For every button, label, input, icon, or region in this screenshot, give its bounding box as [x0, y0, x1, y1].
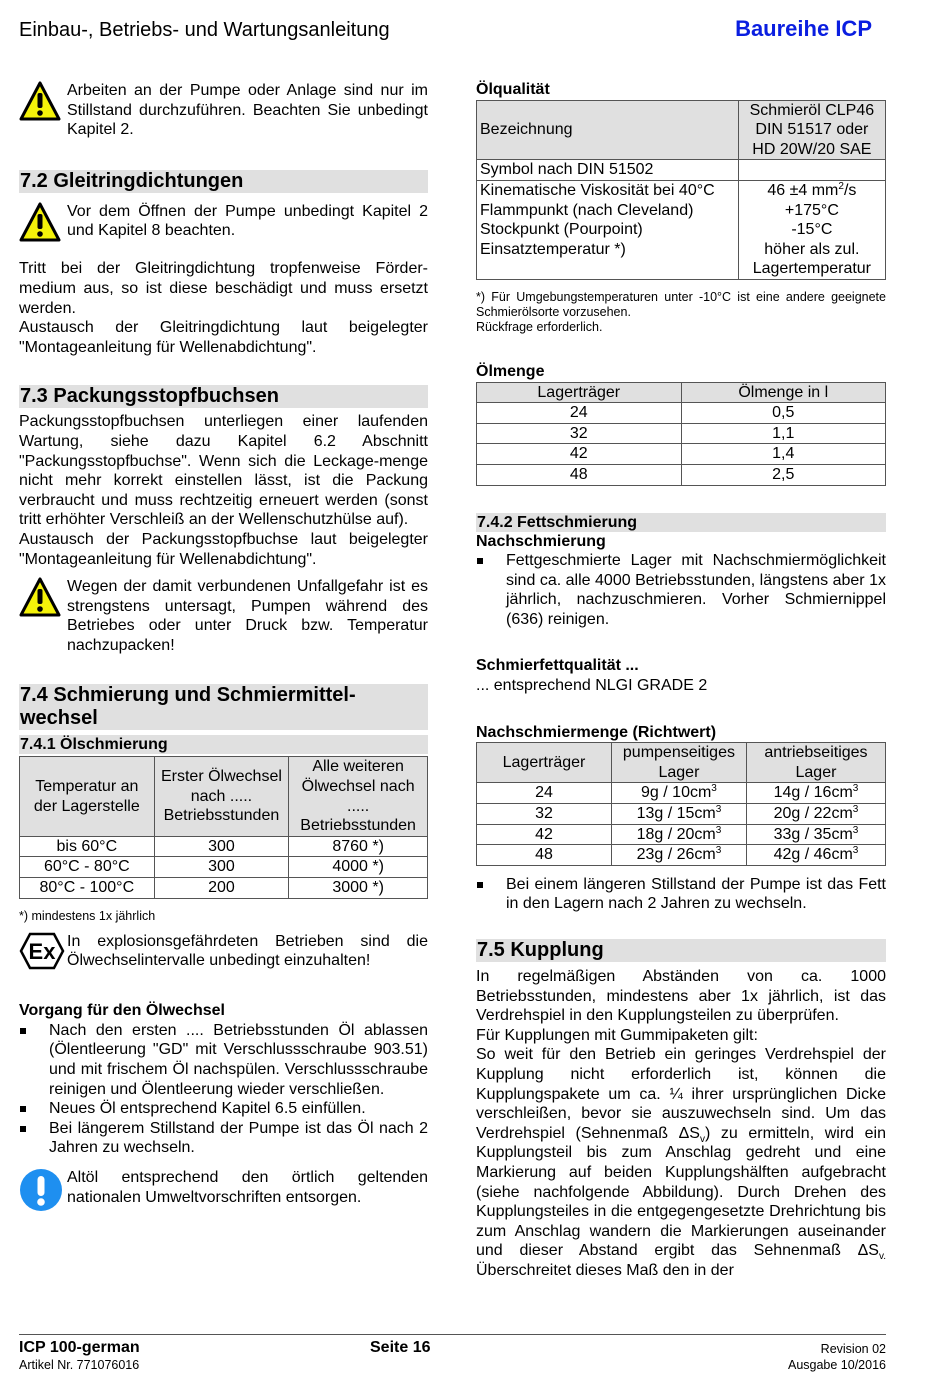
oil-quality-table: Bezeichnung Schmieröl CLP46 DIN 51517 oder HD 20W/20 SAE Symbol nach DIN 51502 Kinematische Viskosität bei 40°C Flammpunkt (nach Cleveland) Stockpunkt (Pourpoint) Einsatztemperatur *) 46 ±4 $mm^2/s$ +175°C -15°C höher als zul. Lagertemperatur [476, 100, 886, 280]
list-item: Fettgeschmierte Lager mit Nachschmiermöglichkeit sind ca. alle 4000 Betriebsstunden, längstens aber 1x jährlich, nachzuschmieren. Vorher Schmiernippel (636) reinigen. [476, 551, 886, 629]
paragraph: So weit für den Betrieb ein geringes Verdrehspiel der Kupplung nicht erforderlich ist, können die Kupplungspakete um ca. ¼ ihrer ursprünglichen Dicke verschleißen, bevor sie auszuwechseln sind. Um das Verdrehspiel (Sehnenmaß $\Delta S_v$) zu ermitteln, wird ein Kupplungsteil bis zum Anschlag gedreht und eine Markierung auf beiden Kupplungshälften aufgebracht (siehe nachfolgende Abbildung). Durch Drehen des Kupplungsteiles in die entgegengesetzte Drehrichtung bis zum Anschlag wandern die Markierungen auseinander und dieser Abstand ergibt das Sehnenmaß $\Delta S_{v.}$ Überschreitet dieses Maß den in der [476, 1046, 887, 1279]
table-row: 48 2,5 [477, 464, 886, 485]
section-heading-7-2: 7.2 Gleitringdichtungen [19, 170, 428, 193]
grease-change-list [476, 875, 886, 914]
oil-quality-heading: Ölqualität [476, 81, 550, 98]
section-heading-7-4: 7.4 Schmierung und Schmiermittel-wechsel [19, 684, 428, 730]
warning-icon [19, 202, 67, 248]
section-heading-7-3: 7.3 Packungsstopfbuchsen [19, 385, 428, 408]
table-footnote: *) mindestens 1x jährlich [19, 908, 156, 923]
regreasing-list [476, 551, 886, 629]
table-row: 32 $13g / 15cm^3$ $20g / 22cm^3$ [477, 804, 886, 825]
svg-text:Ex: Ex [28, 938, 56, 964]
paragraph: Tritt bei der Gleitringdichtung tropfenweise Förder-medium aus, so ist diese beschädigt und muss ersetzt werden. [19, 260, 428, 317]
warning-note: Vor dem Öffnen der Pumpe unbedingt Kapitel 2 und Kapitel 8 beachten. [19, 202, 428, 248]
table-row: 60°C - 80°C 300 4000 *) [20, 857, 428, 878]
table-row: 24 $9g / 10cm^3$ $14g / 16cm^3$ [477, 783, 886, 804]
table-row: 48 $23g / 26cm^3$ $42g / 46cm^3$ [477, 845, 886, 866]
list-item: Nach den ersten .... Betriebsstunden Öl ablassen (Ölentleerung "GD" mit Verschlussschraube 903.51) und mit frischem Öl nachspülen. Verschlussschraube reinigen und Ölentleerung wieder verschließen. [19, 1021, 428, 1099]
right-column [476, 80, 886, 1281]
list-item: Bei längerem Stillstand der Pumpe ist das Öl nach 2 Jahren zu wechseln. [19, 1119, 428, 1158]
footer-revision: Revision 02 [820, 1342, 886, 1356]
warning-note: Wegen der damit verbundenen Unfallgefahr ist es strengstens untersagt, Pumpen während des Betriebes oder unter Druck bzw. Temperatur nachzupacken! [19, 577, 428, 655]
procedure-heading: Vorgang für den Ölwechsel [19, 1002, 225, 1020]
info-note: Altöl entsprechend den örtlich geltenden nationalen Umweltvorschriften entsorgen. [19, 1168, 428, 1218]
oil-change-table: Temperatur an der Lagerstelle Erster Ölwechsel nach ..... Betriebsstunden Alle weiteren Ölwechsel nach ..... Betriebsstunden bis 60°C 300 8760 *) 60°C - 80°C 300 4000 *) 80°C - 100°C 200 3000 *) [19, 756, 428, 898]
section-heading-7-4-2: 7.4.2 Fettschmierung [476, 513, 886, 532]
series-title: Baureihe ICP [735, 16, 872, 41]
document-title: Einbau-, Betriebs- und Wartungsanleitung [19, 19, 390, 41]
oil-amount-heading: Ölmenge [476, 362, 545, 380]
oil-quality-footnote: *) Für Umgebungstemperaturen unter -10°C ist eine andere geeignete Schmierölsorte vorzusehen. [476, 289, 886, 319]
footer-edition: Ausgabe 10/2016 [787, 1358, 886, 1372]
left-column [19, 80, 428, 1218]
paragraph: Austausch der Packungsstopfbuchse laut beigelegter "Montageanleitung für Wellenabdichtung". [19, 530, 428, 568]
grease-quality-text: ... entsprechend NLGI GRADE 2 [476, 677, 708, 695]
table-row: 24 0,5 [477, 403, 886, 424]
ex-note: Ex In explosionsgefährdeten Betrieben sind die Ölwechselintervalle unbedingt einzuhalten! [19, 932, 428, 976]
section-heading-7-4-1: 7.4.1 Ölschmierung [19, 735, 428, 754]
list-item: Neues Öl entsprechend Kapitel 6.5 einfüllen. [19, 1099, 428, 1119]
info-exclamation-icon [19, 1168, 67, 1218]
oil-quality-footnote: Rückfrage erforderlich. [476, 319, 603, 334]
table-row: 42 $18g / 20cm^3$ $33g / 35cm^3$ [477, 824, 886, 845]
footer-page-number: Seite 16 [370, 1339, 431, 1356]
procedure-list [19, 1021, 428, 1158]
paragraph: Packungsstopfbuchsen unterliegen einer laufenden Wartung, siehe dazu Kapitel 6.2 Abschnitt "Packungsstopfbuchse". Wenn sich die Leckage-menge nicht mehr korrekt einstellen lässt, ist die Packung verbraucht und muss rechtzeitig erneuert werden (sonst tritt erhöhter Verschleiß an der Wellenschutzhülse auf). [19, 413, 428, 529]
list-item: Bei einem längeren Stillstand der Pumpe ist das Fett in den Lagern nach 2 Jahren zu wechseln. [476, 875, 886, 914]
regrease-amount-heading: Nachschmiermenge (Richtwert) [476, 723, 717, 741]
oil-amount-table: Lagerträger Ölmenge in l 24 0,5 32 1,1 42 1,4 48 2,5 [476, 382, 886, 486]
warning-note: Arbeiten an der Pumpe oder Anlage sind nur im Stillstand durchzuführen. Beachten Sie unbedingt Kapitel 2. [19, 81, 428, 140]
regrease-amount-table: Lagerträger pumpenseitiges Lager antriebseitiges Lager 24 $9g / 10cm^3$ $14g / 16cm^3$ 32 $13g / 15cm^3$ $20g / 22cm^3$ 42 $18g / 20cm^3$ $33g / 35cm^3$ 48 $23g / 26cm^3$ $42g / 46cm^3$ [476, 742, 886, 866]
section-heading-7-5: 7.5 Kupplung [476, 939, 886, 962]
warning-icon [19, 577, 67, 623]
table-row: 42 1,4 [477, 444, 886, 465]
regreasing-heading: Nachschmierung [476, 532, 606, 550]
explosion-protection-icon [19, 932, 67, 976]
warning-icon [19, 81, 67, 127]
footer-article-number: Artikel Nr. 771076016 [19, 1358, 140, 1372]
paragraph: In regelmäßigen Abständen von ca. 1000 Betriebsstunden, mindestens aber 1x jährlich, ist das Verdrehspiel in den Kupplungsteilen zu überprüfen. [476, 968, 886, 1025]
table-row: bis 60°C 300 8760 *) [20, 836, 428, 857]
paragraph: Austausch der Gleitringdichtung laut beigelegter "Montageanleitung für Wellenabdichtung". [19, 319, 428, 356]
grease-quality-heading: Schmierfettqualität ... [476, 657, 639, 675]
footer-document-id: ICP 100-german [19, 1339, 140, 1356]
footer-divider [19, 1334, 886, 1335]
table-row: 32 1,1 [477, 423, 886, 444]
table-row: 80°C - 100°C 200 3000 *) [20, 878, 428, 899]
paragraph: Für Kupplungen mit Gummipaketen gilt: [476, 1026, 758, 1044]
